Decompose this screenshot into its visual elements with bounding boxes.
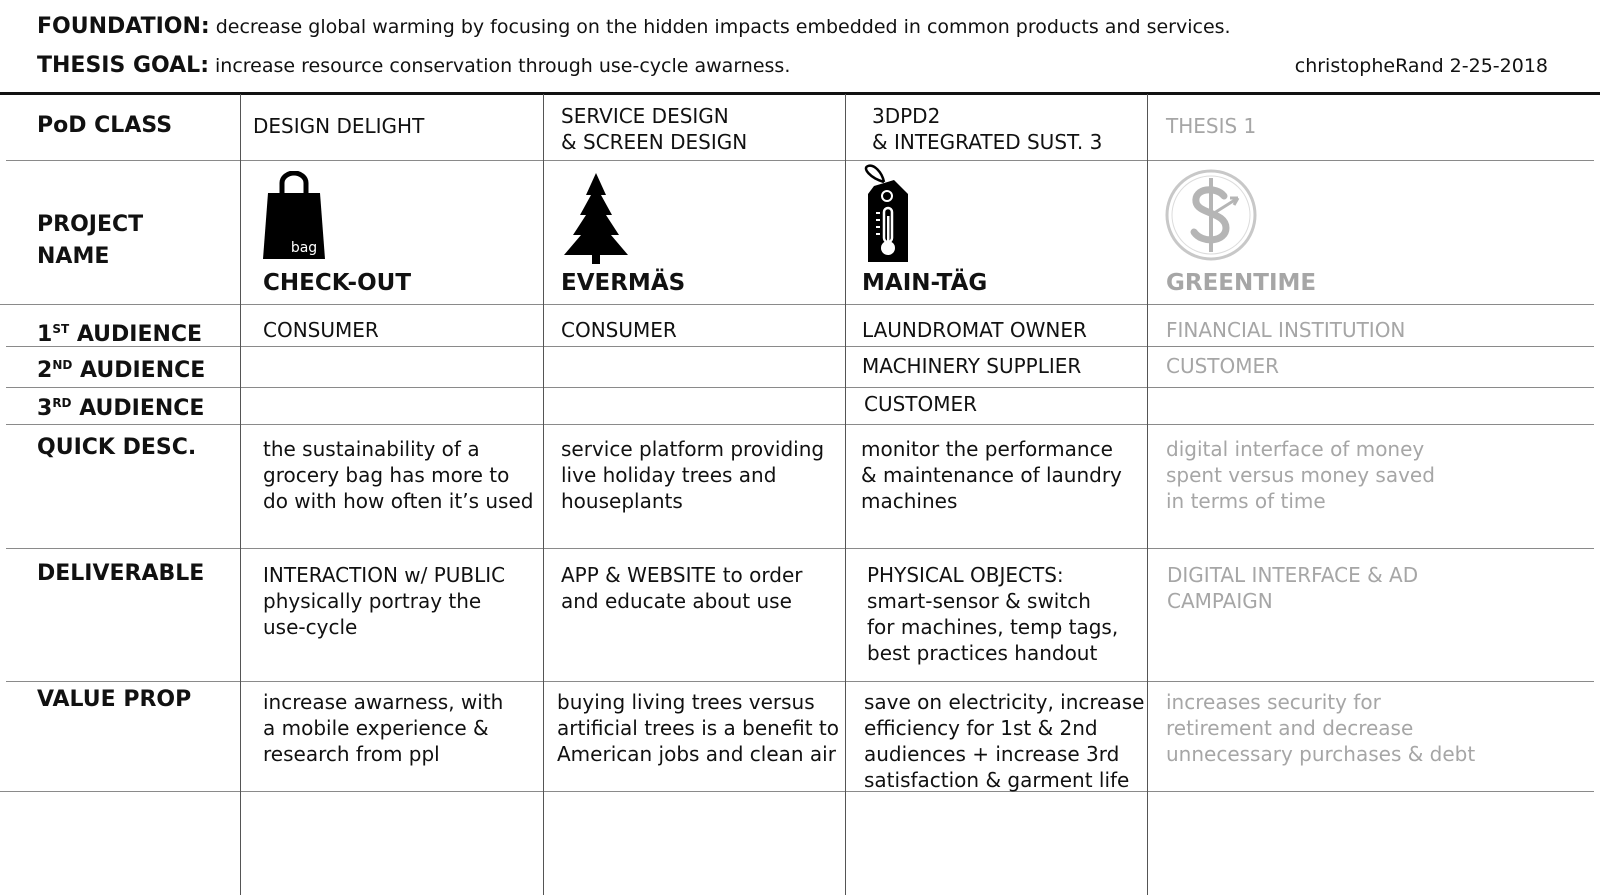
row-divider — [6, 424, 1594, 425]
bag-icon-label: bag — [290, 240, 318, 256]
deliverable-greentime: DIGITAL INTERFACE & AD CAMPAIGN — [1167, 563, 1419, 613]
row-label-value-prop: VALUE PROP — [37, 687, 192, 712]
quick-desc-check-out: the sustainability of a grocery bag has more to do with how often it’s used — [263, 437, 534, 513]
foundation-text: decrease global warming by focusing on the hidden impacts embedded in common products and services. — [215, 16, 1231, 38]
audience-2-greentime: CUSTOMER — [1166, 354, 1280, 378]
row-divider — [6, 681, 1594, 682]
dollar-clock-icon — [1164, 168, 1258, 262]
thesis-goal-text: increase resource conservation through use-cycle awarness. — [215, 55, 791, 77]
project-name-check-out: CHECK-OUT — [263, 270, 412, 296]
deliverable-check-out: INTERACTION w/ PUBLIC physically portray the use-cycle — [263, 563, 506, 639]
row-divider — [6, 160, 1594, 161]
tree-icon — [560, 171, 632, 265]
column-divider — [240, 94, 241, 895]
value-prop-greentime: increases security for retirement and decrease unnecessary purchases & debt — [1166, 690, 1476, 766]
project-name-evermas: EVERMÄS — [561, 270, 686, 296]
project-name-main-tag: MAIN-TÄG — [862, 270, 988, 296]
row-divider — [6, 387, 1594, 388]
audience-1-greentime: FINANCIAL INSTITUTION — [1166, 318, 1406, 342]
column-divider — [1147, 94, 1148, 895]
thermometer-tag-icon — [860, 164, 916, 264]
thesis-goal-line — [37, 53, 790, 78]
row-label-audience-2: 2ND AUDIENCE — [37, 358, 206, 383]
column-divider — [543, 94, 544, 895]
foundation-label: FOUNDATION: — [37, 14, 210, 39]
row-label-pod-class: PoD CLASS — [37, 113, 173, 138]
row-label-project-name-line1: PROJECT — [37, 212, 144, 237]
row-label-audience-3: 3RD AUDIENCE — [37, 396, 205, 421]
project-name-greentime: GREENTIME — [1166, 270, 1317, 296]
deliverable-evermas: APP & WEBSITE to order and educate about use — [561, 563, 803, 613]
pod-class-design-delight: DESIGN DELIGHT — [253, 114, 425, 138]
quick-desc-greentime: digital interface of money spent versus money saved in terms of time — [1166, 437, 1435, 513]
thesis-goal-label: THESIS GOAL: — [37, 53, 209, 78]
foundation-line — [37, 14, 1231, 39]
audience-3-main-tag: CUSTOMER — [864, 392, 978, 416]
row-label-project-name-line2: NAME — [37, 244, 110, 269]
value-prop-check-out: increase awarness, with a mobile experience & research from ppl — [263, 690, 504, 766]
value-prop-evermas: buying living trees versus artificial trees is a benefit to American jobs and clean air — [557, 690, 840, 766]
quick-desc-evermas: service platform providing live holiday trees and houseplants — [561, 437, 825, 513]
row-divider — [6, 346, 1594, 347]
audience-1-main-tag: LAUNDROMAT OWNER — [862, 318, 1087, 342]
column-divider — [845, 94, 846, 895]
row-label-audience-1: 1ST AUDIENCE — [37, 322, 203, 347]
audience-1-evermas: CONSUMER — [561, 318, 677, 342]
author-date: christopheRand 2-25-2018 — [1294, 55, 1548, 77]
audience-2-main-tag: MACHINERY SUPPLIER — [862, 354, 1082, 378]
pod-class-3dpd2: 3DPD2 & INTEGRATED SUST. 3 — [872, 104, 1103, 154]
pod-class-thesis-1: THESIS 1 — [1166, 114, 1257, 138]
deliverable-main-tag: PHYSICAL OBJECTS: smart-sensor & switch for machines, temp tags, best practices handout — [867, 563, 1119, 665]
shopping-bag-icon — [260, 171, 328, 263]
audience-1-check-out: CONSUMER — [263, 318, 379, 342]
value-prop-main-tag: save on electricity, increase efficiency for 1st & 2nd audiences + increase 3rd satisfaction & garment life — [864, 690, 1145, 792]
pod-class-service-design: SERVICE DESIGN & SCREEN DESIGN — [561, 104, 748, 154]
quick-desc-main-tag: monitor the performance & maintenance of laundry machines — [861, 437, 1122, 513]
row-label-deliverable: DELIVERABLE — [37, 561, 205, 586]
row-divider — [6, 548, 1594, 549]
row-label-quick-desc: QUICK DESC. — [37, 435, 197, 460]
